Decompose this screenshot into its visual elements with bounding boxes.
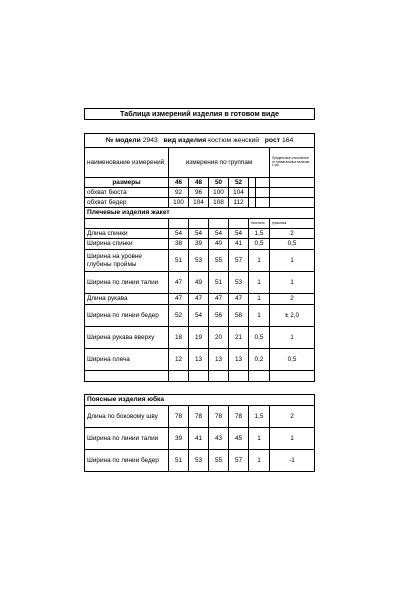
model-line — [85, 134, 315, 148]
table-row: Ширина по линии талии 47 49 51 53 1 1 — [85, 272, 315, 294]
section-row — [85, 395, 315, 406]
sizes-label: размеры — [85, 178, 169, 188]
title-row — [85, 109, 315, 120]
group-header: измерения по группам — [169, 148, 270, 178]
size-50: 50 — [209, 178, 229, 188]
table-row: Ширина спинки 38 39 40 41 0,5 0,5 — [85, 239, 315, 250]
table-row: Ширина по линии талии 39 41 43 45 1 1 — [85, 428, 315, 450]
gap-row — [85, 382, 315, 395]
table-row: Ширина рукава вверху 18 19 20 21 0,5 1 — [85, 327, 315, 349]
measurement-table — [84, 108, 315, 472]
table-row: обхват бедер 100 104 108 112 — [85, 198, 315, 208]
section-title-skirt: Поясные изделия юбка — [85, 395, 315, 406]
table-row: Ширина плеча 12 13 13 13 0,2 0,5 — [85, 349, 315, 371]
item-type: костюм женский — [208, 136, 260, 144]
section-row — [85, 208, 315, 219]
model-number: 2943 — [142, 136, 158, 144]
tolerance-header: Предельные отклонения от номинальных величин, ± см. — [270, 148, 315, 178]
item-label: вид изделия — [163, 136, 207, 144]
table-row: обхват бюста 92 96 100 104 — [85, 188, 315, 198]
name-header: наименование измерений — [85, 148, 169, 178]
knit-label: трикотаж — [270, 219, 315, 229]
blank-row — [85, 120, 315, 134]
section-title-jacket: Плечевые изделия жакет — [85, 208, 315, 219]
empty-row — [85, 371, 315, 382]
model-label: № модели — [105, 136, 141, 144]
row-label: обхват бюста — [85, 188, 169, 198]
table-row: Ширина на уровне глубины проймы 51 53 55 57 1 1 — [85, 250, 315, 272]
table-row: Длина по боковому шву 78 78 78 78 1,5 2 — [85, 406, 315, 428]
subheader-row — [85, 219, 315, 229]
table-row: Ширина по линии бедер 51 53 55 57 1 -1 — [85, 450, 315, 472]
height-value: 164 — [281, 136, 294, 144]
table-row: Длина спинки 54 54 54 54 1,5 2 — [85, 229, 315, 239]
table-title: Таблица измерений изделия в готовом виде — [85, 109, 315, 120]
table-row: Длина рукава 47 47 47 47 1 2 — [85, 294, 315, 305]
sizes-row — [85, 178, 315, 188]
row-label: обхват бедер — [85, 198, 169, 208]
textile-label: текстиль — [249, 219, 270, 229]
size-48: 48 — [189, 178, 209, 188]
model-row — [85, 134, 315, 148]
size-52: 52 — [229, 178, 249, 188]
height-label: рост — [264, 136, 281, 144]
table-row: Ширина по линии бедер 52 54 56 58 1 ± 2,0 — [85, 305, 315, 327]
header-row — [85, 148, 315, 178]
size-46: 46 — [169, 178, 189, 188]
